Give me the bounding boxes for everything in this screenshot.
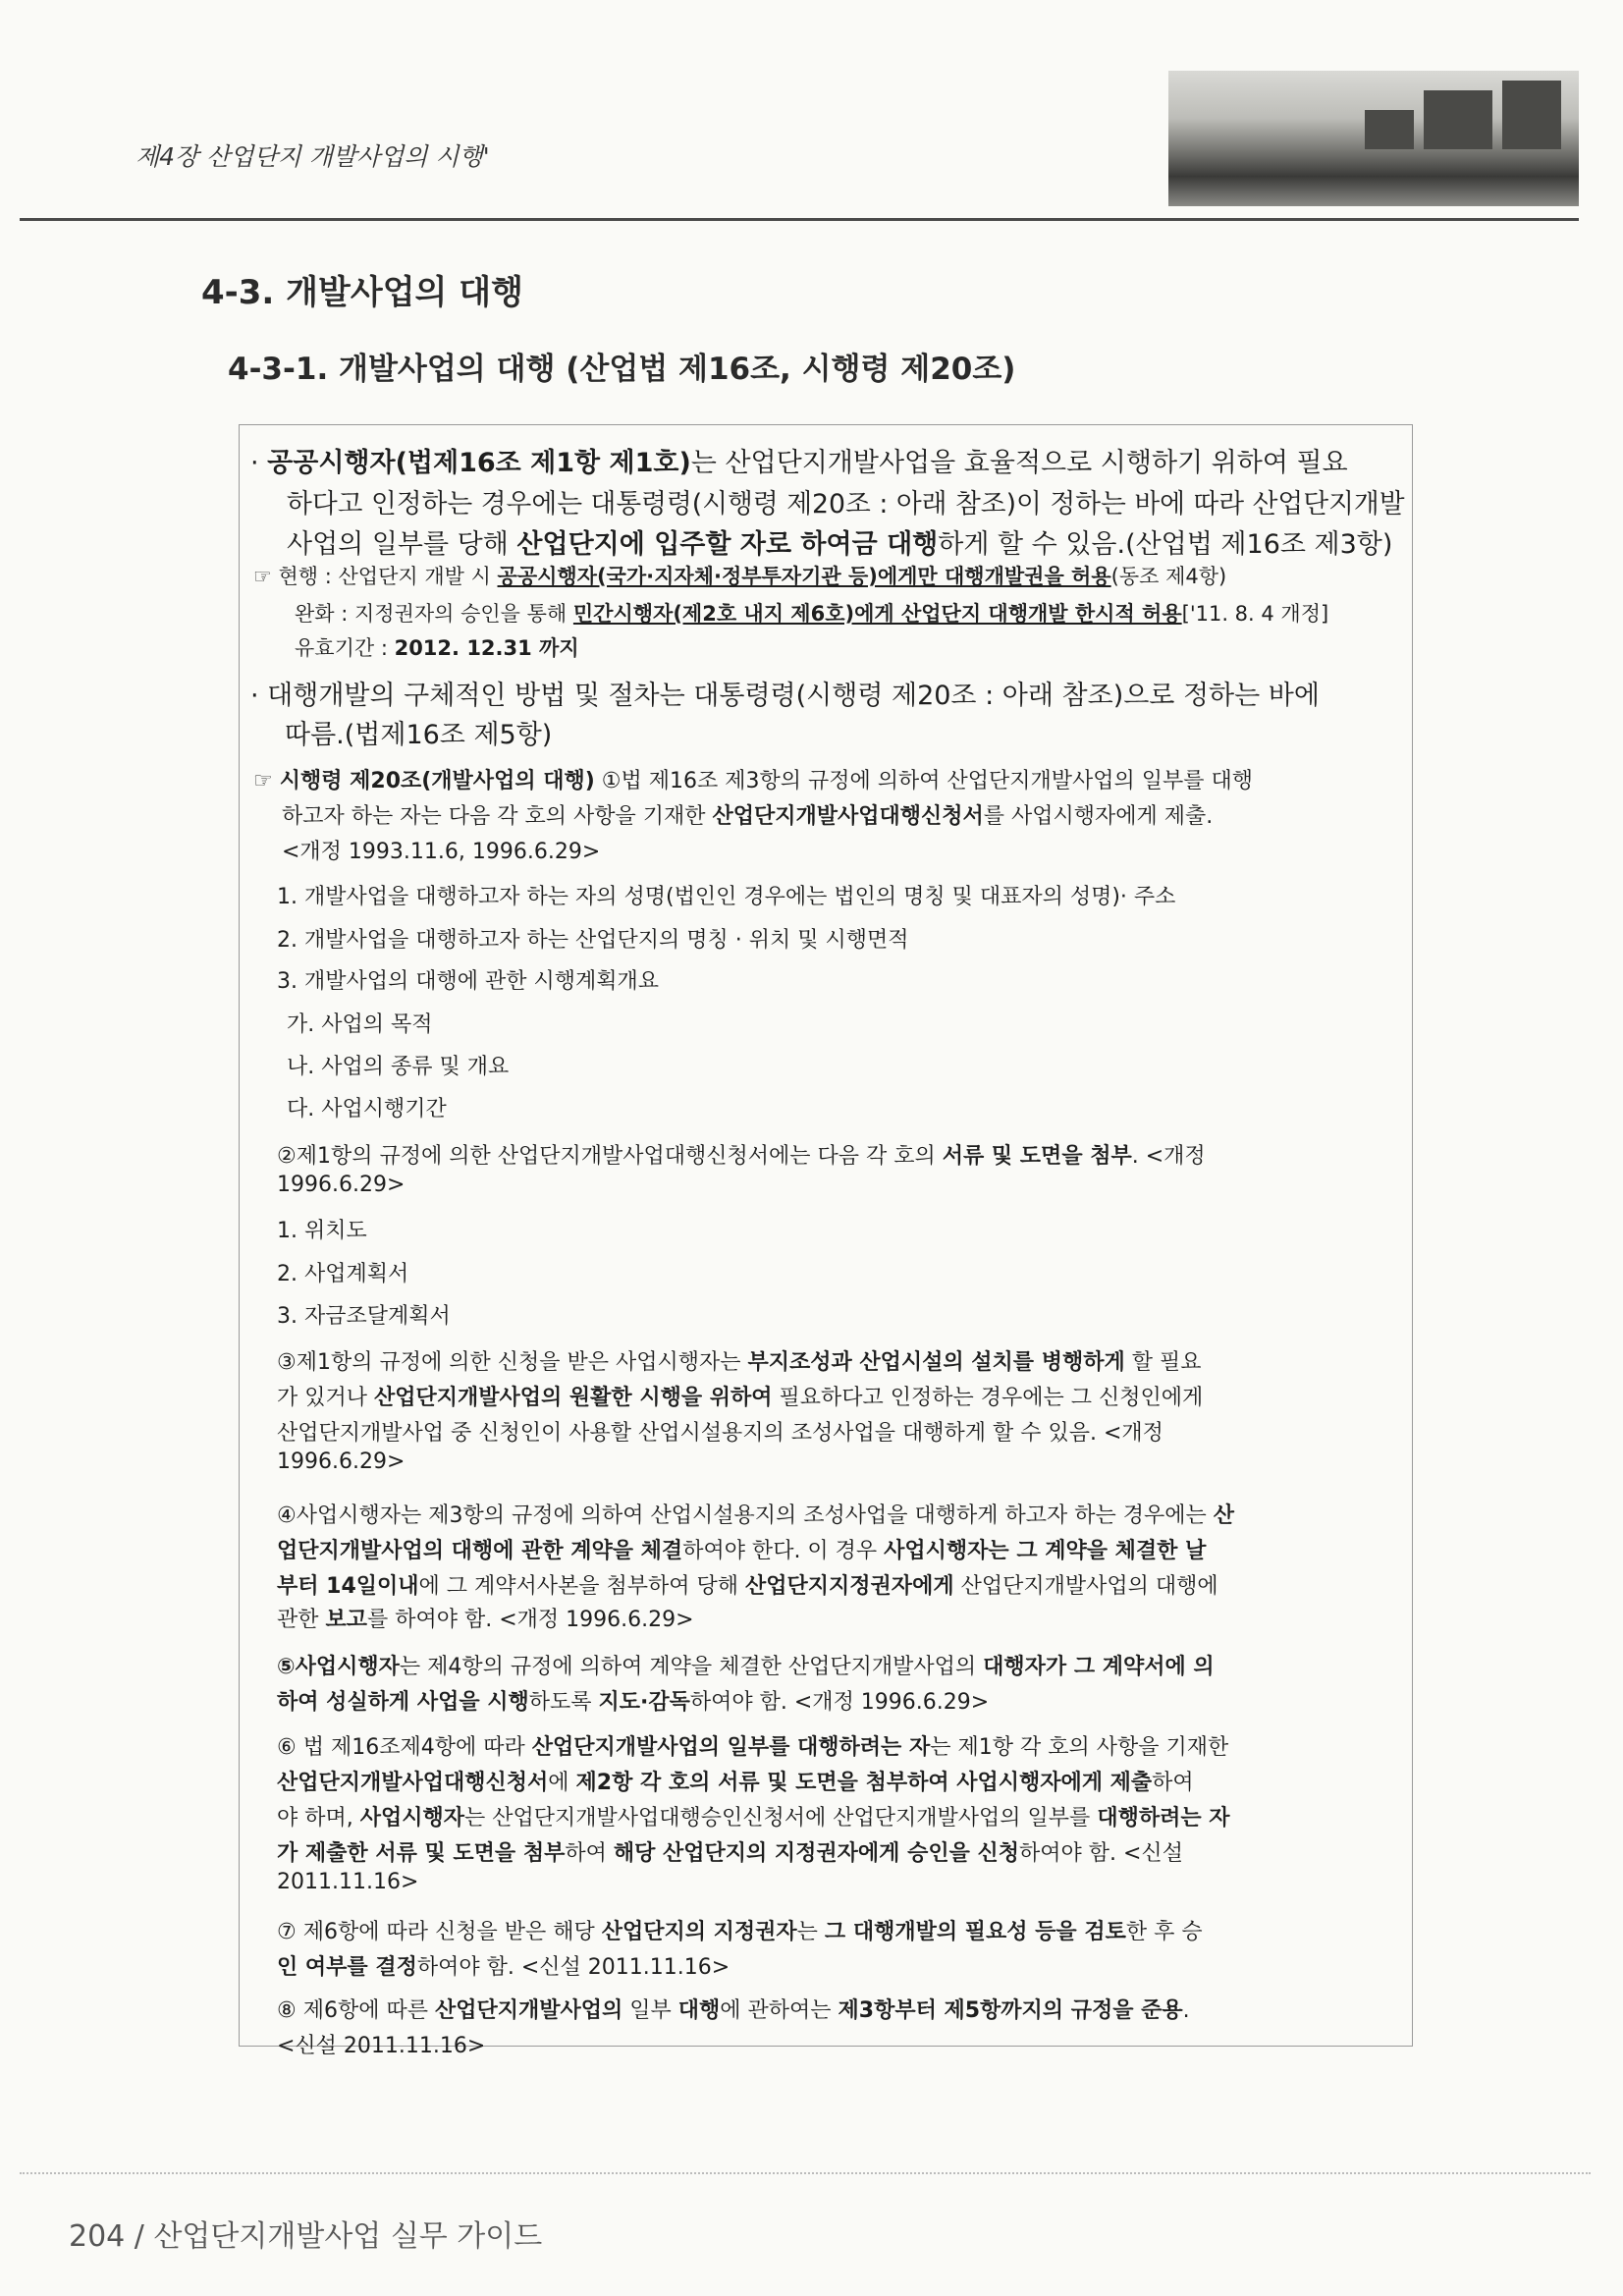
list-item: 2. 사업계획서 — [277, 1262, 409, 1286]
article-line: ⑦ 제6항에 따라 신청을 받은 해당 산업단지의 지정권자는 그 대행개발의 필요성 등을 검토한 후 승 — [277, 1920, 1203, 1944]
text-line: 사업의 일부를 당해 산업단지에 입주할 자로 하여금 대행하게 할 수 있음.(산업법 제16조 제3항) — [287, 529, 1393, 560]
text-line: 따름.(법제16조 제5항) — [285, 720, 553, 750]
footer-rule — [20, 2172, 1591, 2174]
list-item: 2. 개발사업을 대행하고자 하는 산업단지의 명칭 · 위치 및 시행면적 — [277, 928, 909, 953]
article-line: 하여 성실하게 사업을 시행하도록 지도·감독하여야 함. <개정 1996.6.29> — [277, 1690, 990, 1715]
article-line: <개정 1993.11.6, 1996.6.29> — [282, 840, 601, 864]
note-line: 유효기간 : 2012. 12.31 까지 — [295, 636, 579, 660]
article-line: 하고자 하는 자는 다음 각 호의 사항을 기재한 산업단지개발사업대행신청서를 사업시행자에게 제출. — [282, 804, 1214, 829]
note-line: 완화 : 지정권자의 승인을 통해 민간시행자(제2호 내지 제6호)에게 산업단지 대행개발 한시적 허용['11. 8. 4 개정] — [295, 602, 1329, 626]
article-line: 2011.11.16> — [277, 1870, 419, 1894]
article-line: 인 여부를 결정하여야 함. <신설 2011.11.16> — [277, 1955, 730, 1980]
note-line: ☞ 현행 : 산업단지 개발 시 공공시행자(국가·지자체·정부투자기관 등)에게만 대행개발권을 허용(동조 제4항) — [253, 565, 1227, 588]
page-footer: 204 / 산업단지개발사업 실무 가이드 — [69, 2219, 543, 2254]
list-item: 3. 자금조달계획서 — [277, 1304, 451, 1329]
article-line: 관한 보고를 하여야 함. <개정 1996.6.29> — [277, 1608, 694, 1632]
list-item: 나. 사업의 종류 및 개요 — [287, 1055, 510, 1079]
subsection-title: 4-3-1. 개발사업의 대행 (산업법 제16조, 시행령 제20조) — [228, 352, 1016, 387]
article-line: 업단지개발사업의 대행에 관한 계약을 체결하여야 한다. 이 경우 사업시행자는 그 계약을 체결한 날 — [277, 1539, 1207, 1563]
list-item: 1. 위치도 — [277, 1219, 367, 1243]
article-line: 1996.6.29> — [277, 1449, 406, 1474]
article-line: ⑧ 제6항에 따른 산업단지개발사업의 일부 대행에 관하여는 제3항부터 제5항까지의 규정을 준용. — [277, 1998, 1190, 2023]
article-line: 야 하며, 사업시행자는 산업단지개발사업대행승인신청서에 산업단지개발사업의 일부를 대행하려는 자 — [277, 1806, 1230, 1831]
text-line: 하다고 인정하는 경우에는 대통령령(시행령 제20조 : 아래 참조)이 정하는 바에 따라 산업단지개발 — [287, 489, 1405, 519]
list-item: 1. 개발사업을 대행하고자 하는 자의 성명(법인인 경우에는 법인의 명칭 및 대표자의 성명)· 주소 — [277, 885, 1176, 909]
article-line: ③제1항의 규정에 의한 신청을 받은 사업시행자는 부지조성과 산업시설의 설치를 병행하게 할 필요 — [277, 1350, 1202, 1375]
article-line: ⑤사업시행자는 제4항의 규정에 의하여 계약을 체결한 산업단지개발사업의 대행자가 그 계약서에 의 — [277, 1655, 1215, 1679]
article-line: 산업단지개발사업대행신청서에 제2항 각 호의 서류 및 도면을 첨부하여 사업시행자에게 제출하여 — [277, 1771, 1194, 1795]
article-line: ②제1항의 규정에 의한 산업단지개발사업대행신청서에는 다음 각 호의 서류 및 도면을 첨부. <개정 — [277, 1144, 1206, 1169]
article-line: <신설 2011.11.16> — [277, 2034, 486, 2058]
article-line: 1996.6.29> — [277, 1173, 406, 1197]
article-line: ☞ 시행령 제20조(개발사업의 대행) ①법 제16조 제3항의 규정에 의하여 산업단지개발사업의 일부를 대행 — [253, 769, 1254, 793]
text-line: · 공공시행자(법제16조 제1항 제1호)는 산업단지개발사업을 효율적으로 시행하기 위하여 필요 — [250, 448, 1348, 478]
section-title: 4-3. 개발사업의 대행 — [201, 273, 523, 312]
article-line: ④사업시행자는 제3항의 규정에 의하여 산업시설용지의 조성사업을 대행하게 하고자 하는 경우에는 산 — [277, 1503, 1234, 1528]
article-line: 부터 14일이내에 그 계약서사본을 첨부하여 당해 산업단지지정권자에게 산업단지개발사업의 대행에 — [277, 1574, 1218, 1599]
article-line: 가 있거나 산업단지개발사업의 원활한 시행을 위하여 필요하다고 인정하는 경우에는 그 신청인에게 — [277, 1386, 1204, 1410]
text-line: · 대행개발의 구체적인 방법 및 절차는 대통령령(시행령 제20조 : 아래 참조)으로 정하는 바에 — [250, 681, 1320, 711]
article-line: 산업단지개발사업 중 신청인이 사용할 산업시설용지의 조성사업을 대행하게 할 수 있음. <개정 — [277, 1421, 1163, 1446]
list-item: 가. 사업의 목적 — [287, 1012, 433, 1037]
article-line: 가 제출한 서류 및 도면을 첨부하여 해당 산업단지의 지정권자에게 승인을 신청하여야 함. <신설 — [277, 1841, 1183, 1866]
list-item: 3. 개발사업의 대행에 관한 시행계획개요 — [277, 969, 659, 994]
chapter-header: 제4장 산업단지 개발사업의 시행' — [135, 142, 490, 171]
article-line: ⑥ 법 제16조제4항에 따라 산업단지개발사업의 일부를 대행하려는 자는 제1항 각 호의 사항을 기재한 — [277, 1735, 1229, 1760]
header-photo — [1168, 71, 1579, 206]
header-rule — [20, 218, 1579, 221]
list-item: 다. 사업시행기간 — [287, 1097, 447, 1121]
